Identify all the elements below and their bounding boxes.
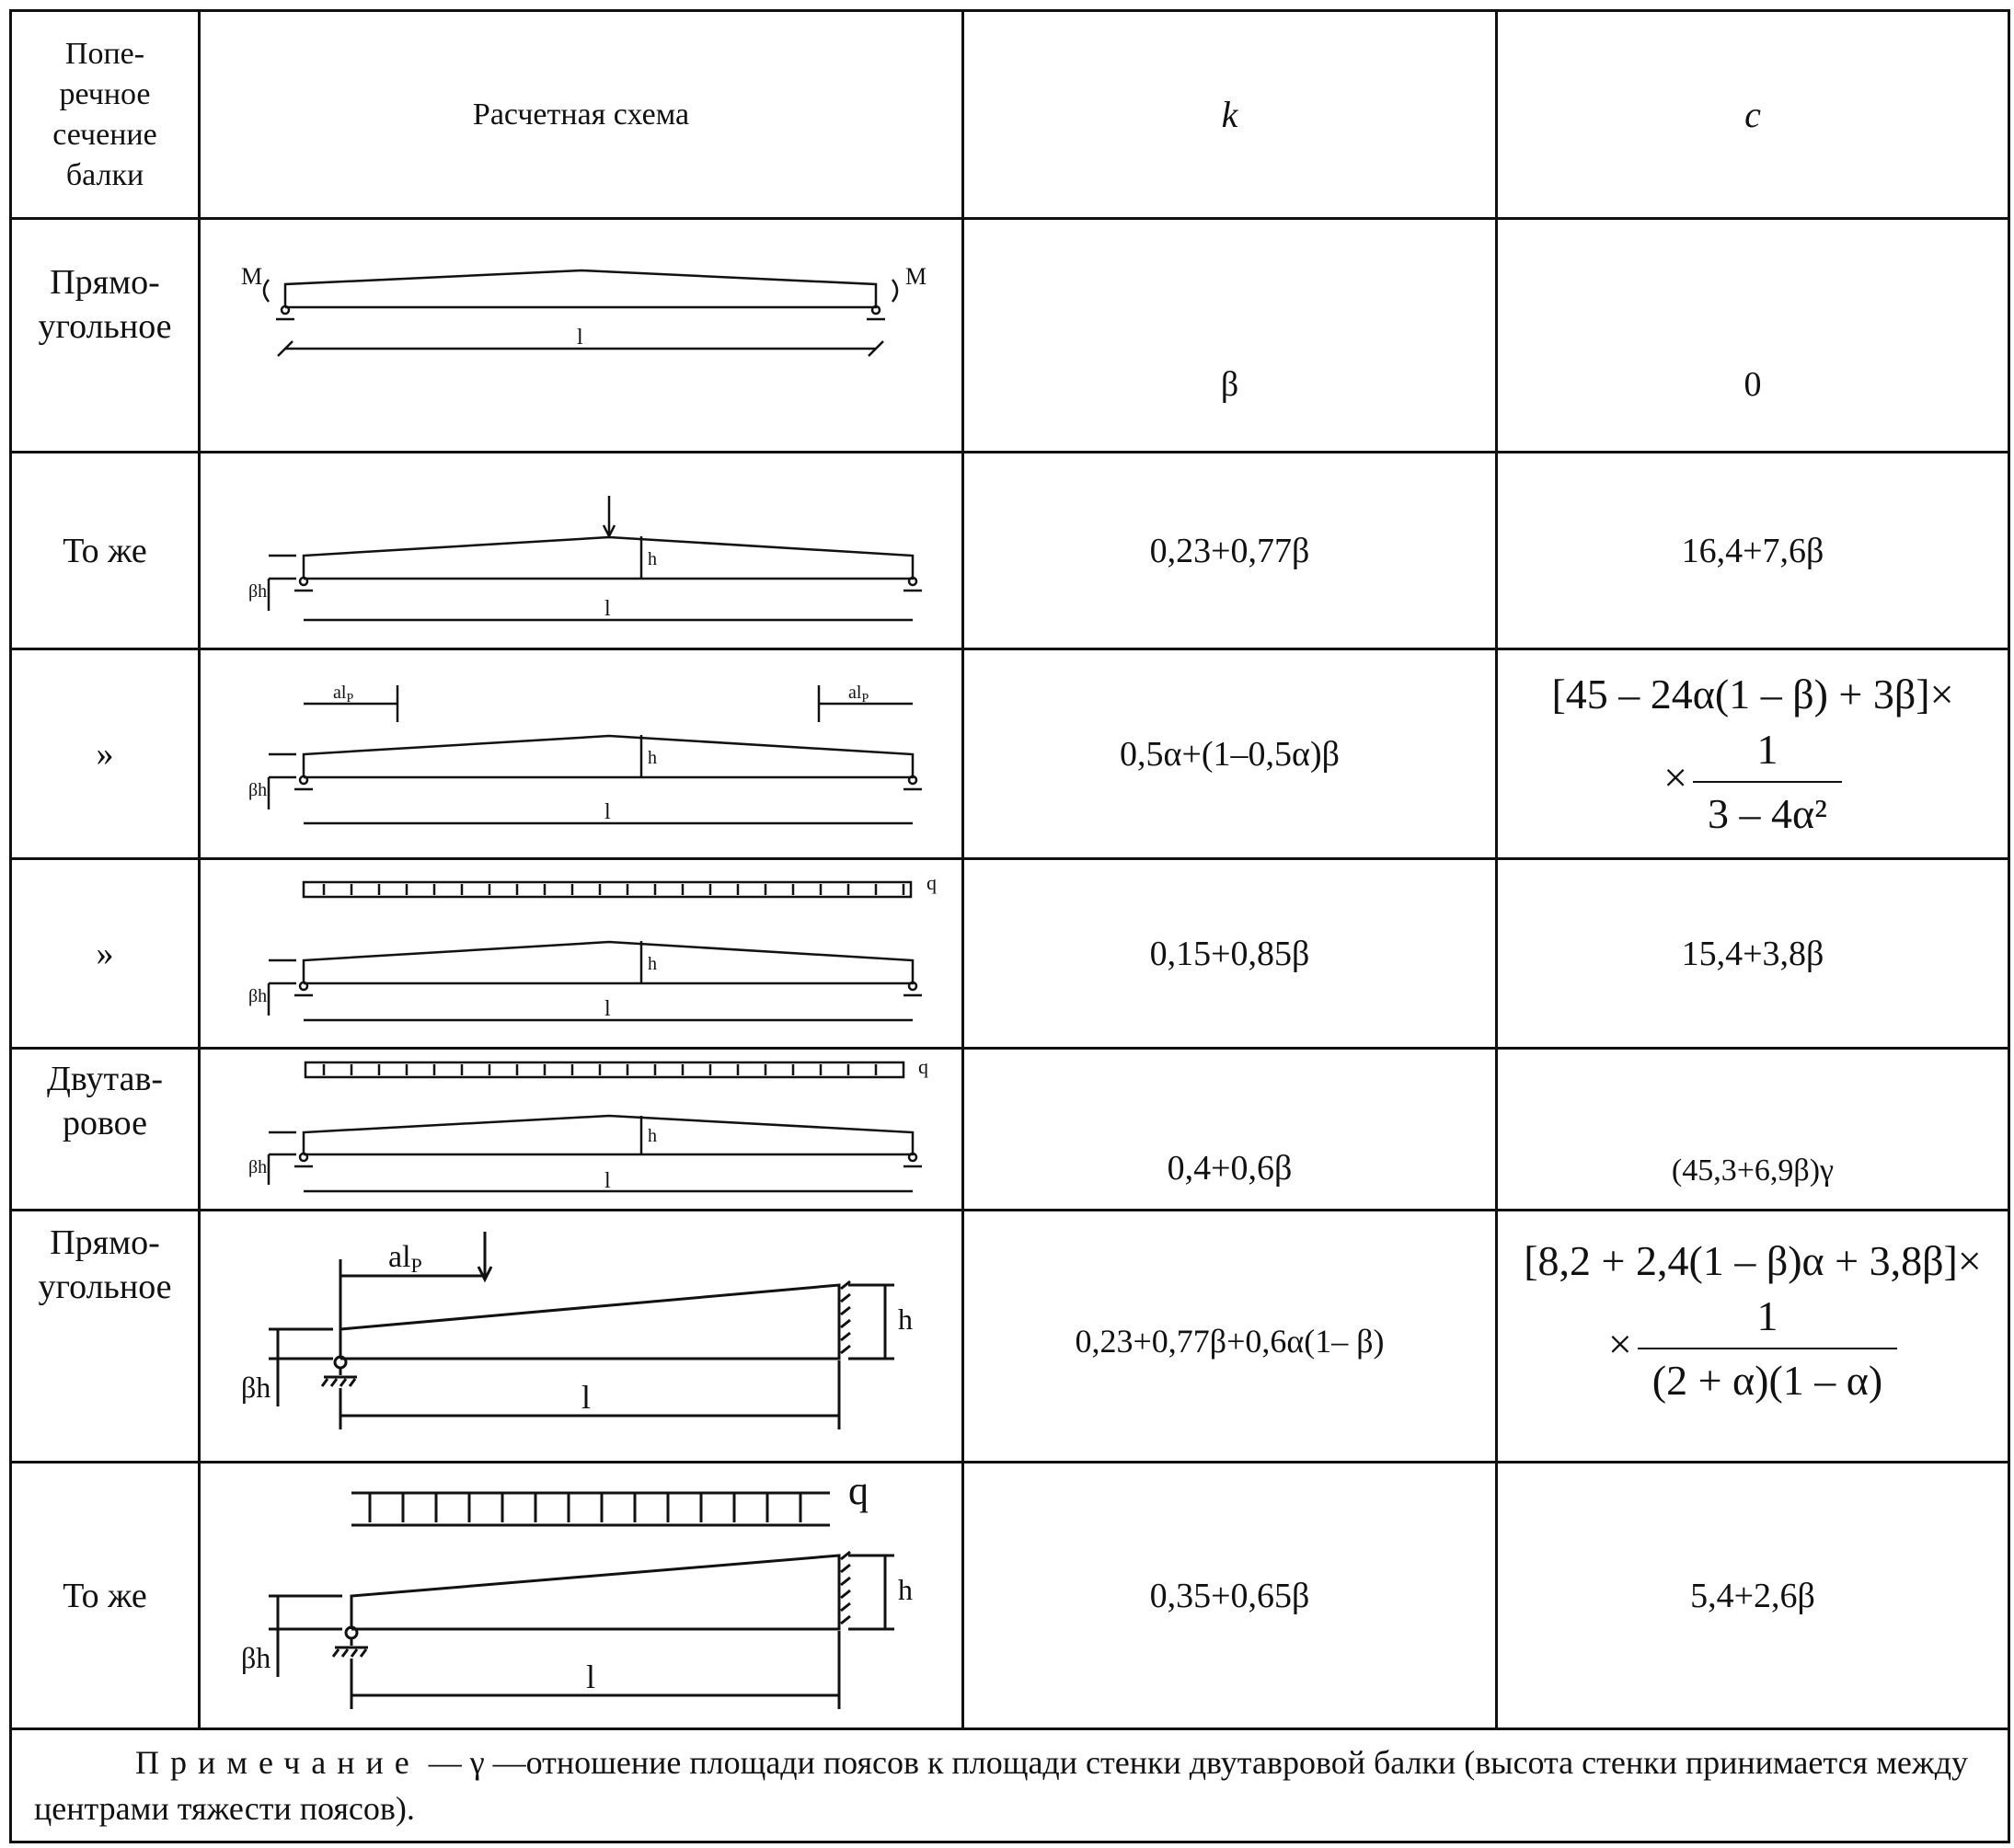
moment-label: M: [240, 263, 262, 290]
beam-scheme-distributed-load: [204, 864, 959, 1044]
row-section: [11, 219, 200, 453]
length-label: l: [581, 1378, 591, 1416]
k-value: 0,23+0,77β: [963, 453, 1497, 649]
c-value: 16,4+7,6β: [1497, 453, 2009, 649]
row-section-line: То же: [63, 531, 147, 570]
beam-scheme-cantilever-distributed: [204, 1465, 959, 1727]
row-section: [11, 1049, 200, 1211]
beam-scheme-cantilever-point-load: [204, 1213, 959, 1460]
header-section-line: сечение: [52, 117, 157, 152]
table-row: [11, 1049, 2009, 1211]
c-formula-line1: [8,2 + 2,4(1 – β)α + 3,8β]×: [1524, 1237, 1982, 1284]
row-section-line: ровое: [62, 1104, 147, 1142]
header-section-line: речное: [59, 76, 151, 111]
table-row: [11, 649, 2009, 859]
row-section-line: Двутав-: [46, 1060, 164, 1098]
k-value: 0,5α+(1–0,5α)β: [963, 649, 1497, 859]
beam-scheme-point-load: [204, 459, 959, 643]
header-scheme: Расчетная схема: [200, 11, 963, 219]
length-label: l: [576, 326, 583, 350]
height-label: h: [897, 1302, 913, 1336]
k-value: 0,35+0,65β: [963, 1463, 1497, 1729]
height-label: h: [647, 548, 657, 569]
moment-label: M: [904, 263, 926, 290]
scheme-cell: [200, 649, 963, 859]
row-section-line: То же: [63, 1576, 147, 1615]
beam-scheme-end-moments: [204, 220, 959, 385]
beta-h-label: βh: [247, 580, 267, 602]
beam-scheme-i-beam-distributed: [204, 1051, 959, 1208]
c-formula: [1497, 1211, 2009, 1463]
table-row: [11, 219, 2009, 453]
scheme-cell: [200, 453, 963, 649]
k-value: 0,15+0,85β: [963, 859, 1497, 1049]
c-formula-denominator: (2 + α)(1 – α): [1651, 1357, 1883, 1404]
beta-h-label: βh: [240, 1640, 270, 1674]
height-label: h: [647, 953, 657, 974]
beam-scheme-two-point-loads: [204, 658, 959, 851]
beam-coefficients-table: [9, 9, 2010, 1843]
row-section-line: »: [96, 934, 114, 973]
beta-h-label: βh: [247, 985, 267, 1006]
row-section-line: угольное: [38, 307, 172, 346]
k-value: 0,23+0,77β+0,6α(1– β): [963, 1211, 1497, 1463]
load-q-label: q: [917, 1054, 928, 1078]
header-k: k: [963, 11, 1497, 219]
header-section-line: Попе-: [64, 36, 145, 71]
c-value: 15,4+3,8β: [1497, 859, 2009, 1049]
header-section-line: балки: [65, 157, 144, 192]
length-label: l: [604, 596, 611, 621]
row-section-line: угольное: [38, 1268, 172, 1306]
scheme-cell: [200, 1049, 963, 1211]
note-lead: Примечание: [135, 1744, 420, 1781]
row-section: [11, 1211, 200, 1463]
length-label: l: [604, 799, 611, 824]
height-label: h: [647, 1125, 657, 1146]
c-value: 5,4+2,6β: [1497, 1463, 2009, 1729]
note-text: — γ —отношение площади поясов к площади стенки двутавровой балки (высота стенки принимается между центрами тяжести поясов).: [34, 1744, 1969, 1827]
length-label: l: [604, 1168, 611, 1193]
row-section: [11, 1463, 200, 1729]
note-row: [11, 1729, 2009, 1842]
a-lp-label: $al_P$: [847, 682, 869, 706]
length-label: l: [604, 996, 611, 1021]
k-value: 0,4+0,6β: [963, 1049, 1497, 1211]
a-lp-label: $al_P$: [332, 682, 353, 706]
c-formula-line2: [1498, 1289, 2008, 1408]
row-section: [11, 453, 200, 649]
c-formula-line2: [1498, 722, 2008, 842]
c-formula-denominator: 3 – 4α²: [1708, 789, 1827, 837]
height-label: h: [647, 747, 657, 768]
load-q-label: q: [926, 870, 937, 894]
table-row: [11, 1463, 2009, 1729]
c-formula-times: ×: [1663, 753, 1688, 801]
scheme-cell: [200, 859, 963, 1049]
beta-h-label: βh: [247, 1156, 267, 1177]
length-label: l: [585, 1658, 595, 1695]
k-value: β: [963, 219, 1497, 453]
scheme-cell: [200, 219, 963, 453]
c-formula-times: ×: [1607, 1320, 1632, 1368]
row-section-line: Прямо-: [50, 263, 160, 302]
height-label: h: [897, 1572, 913, 1606]
row-section-line: Прямо-: [50, 1223, 160, 1262]
scheme-cell: [200, 1463, 963, 1729]
c-formula-numerator: 1: [1638, 1289, 1897, 1349]
header-row: [11, 11, 2009, 219]
header-c: c: [1497, 11, 2009, 219]
c-formula-numerator: 1: [1693, 722, 1842, 783]
table-row: [11, 453, 2009, 649]
load-q-label: q: [847, 1467, 869, 1513]
a-lp-label: alP: [387, 1239, 422, 1277]
c-value: (45,3+6,9β)γ: [1497, 1049, 2009, 1211]
row-section-line: »: [96, 734, 114, 774]
row-section: [11, 859, 200, 1049]
table-note: [11, 1729, 2009, 1842]
header-section: [11, 11, 200, 219]
beta-h-label: βh: [247, 779, 267, 800]
table-row: [11, 859, 2009, 1049]
table-row: [11, 1211, 2009, 1463]
c-formula: [1497, 649, 2009, 859]
row-section: [11, 649, 200, 859]
scheme-cell: [200, 1211, 963, 1463]
beta-h-label: βh: [240, 1370, 270, 1404]
c-formula-line1: [45 – 24α(1 – β) + 3β]×: [1551, 670, 1954, 717]
c-value: 0: [1497, 219, 2009, 453]
